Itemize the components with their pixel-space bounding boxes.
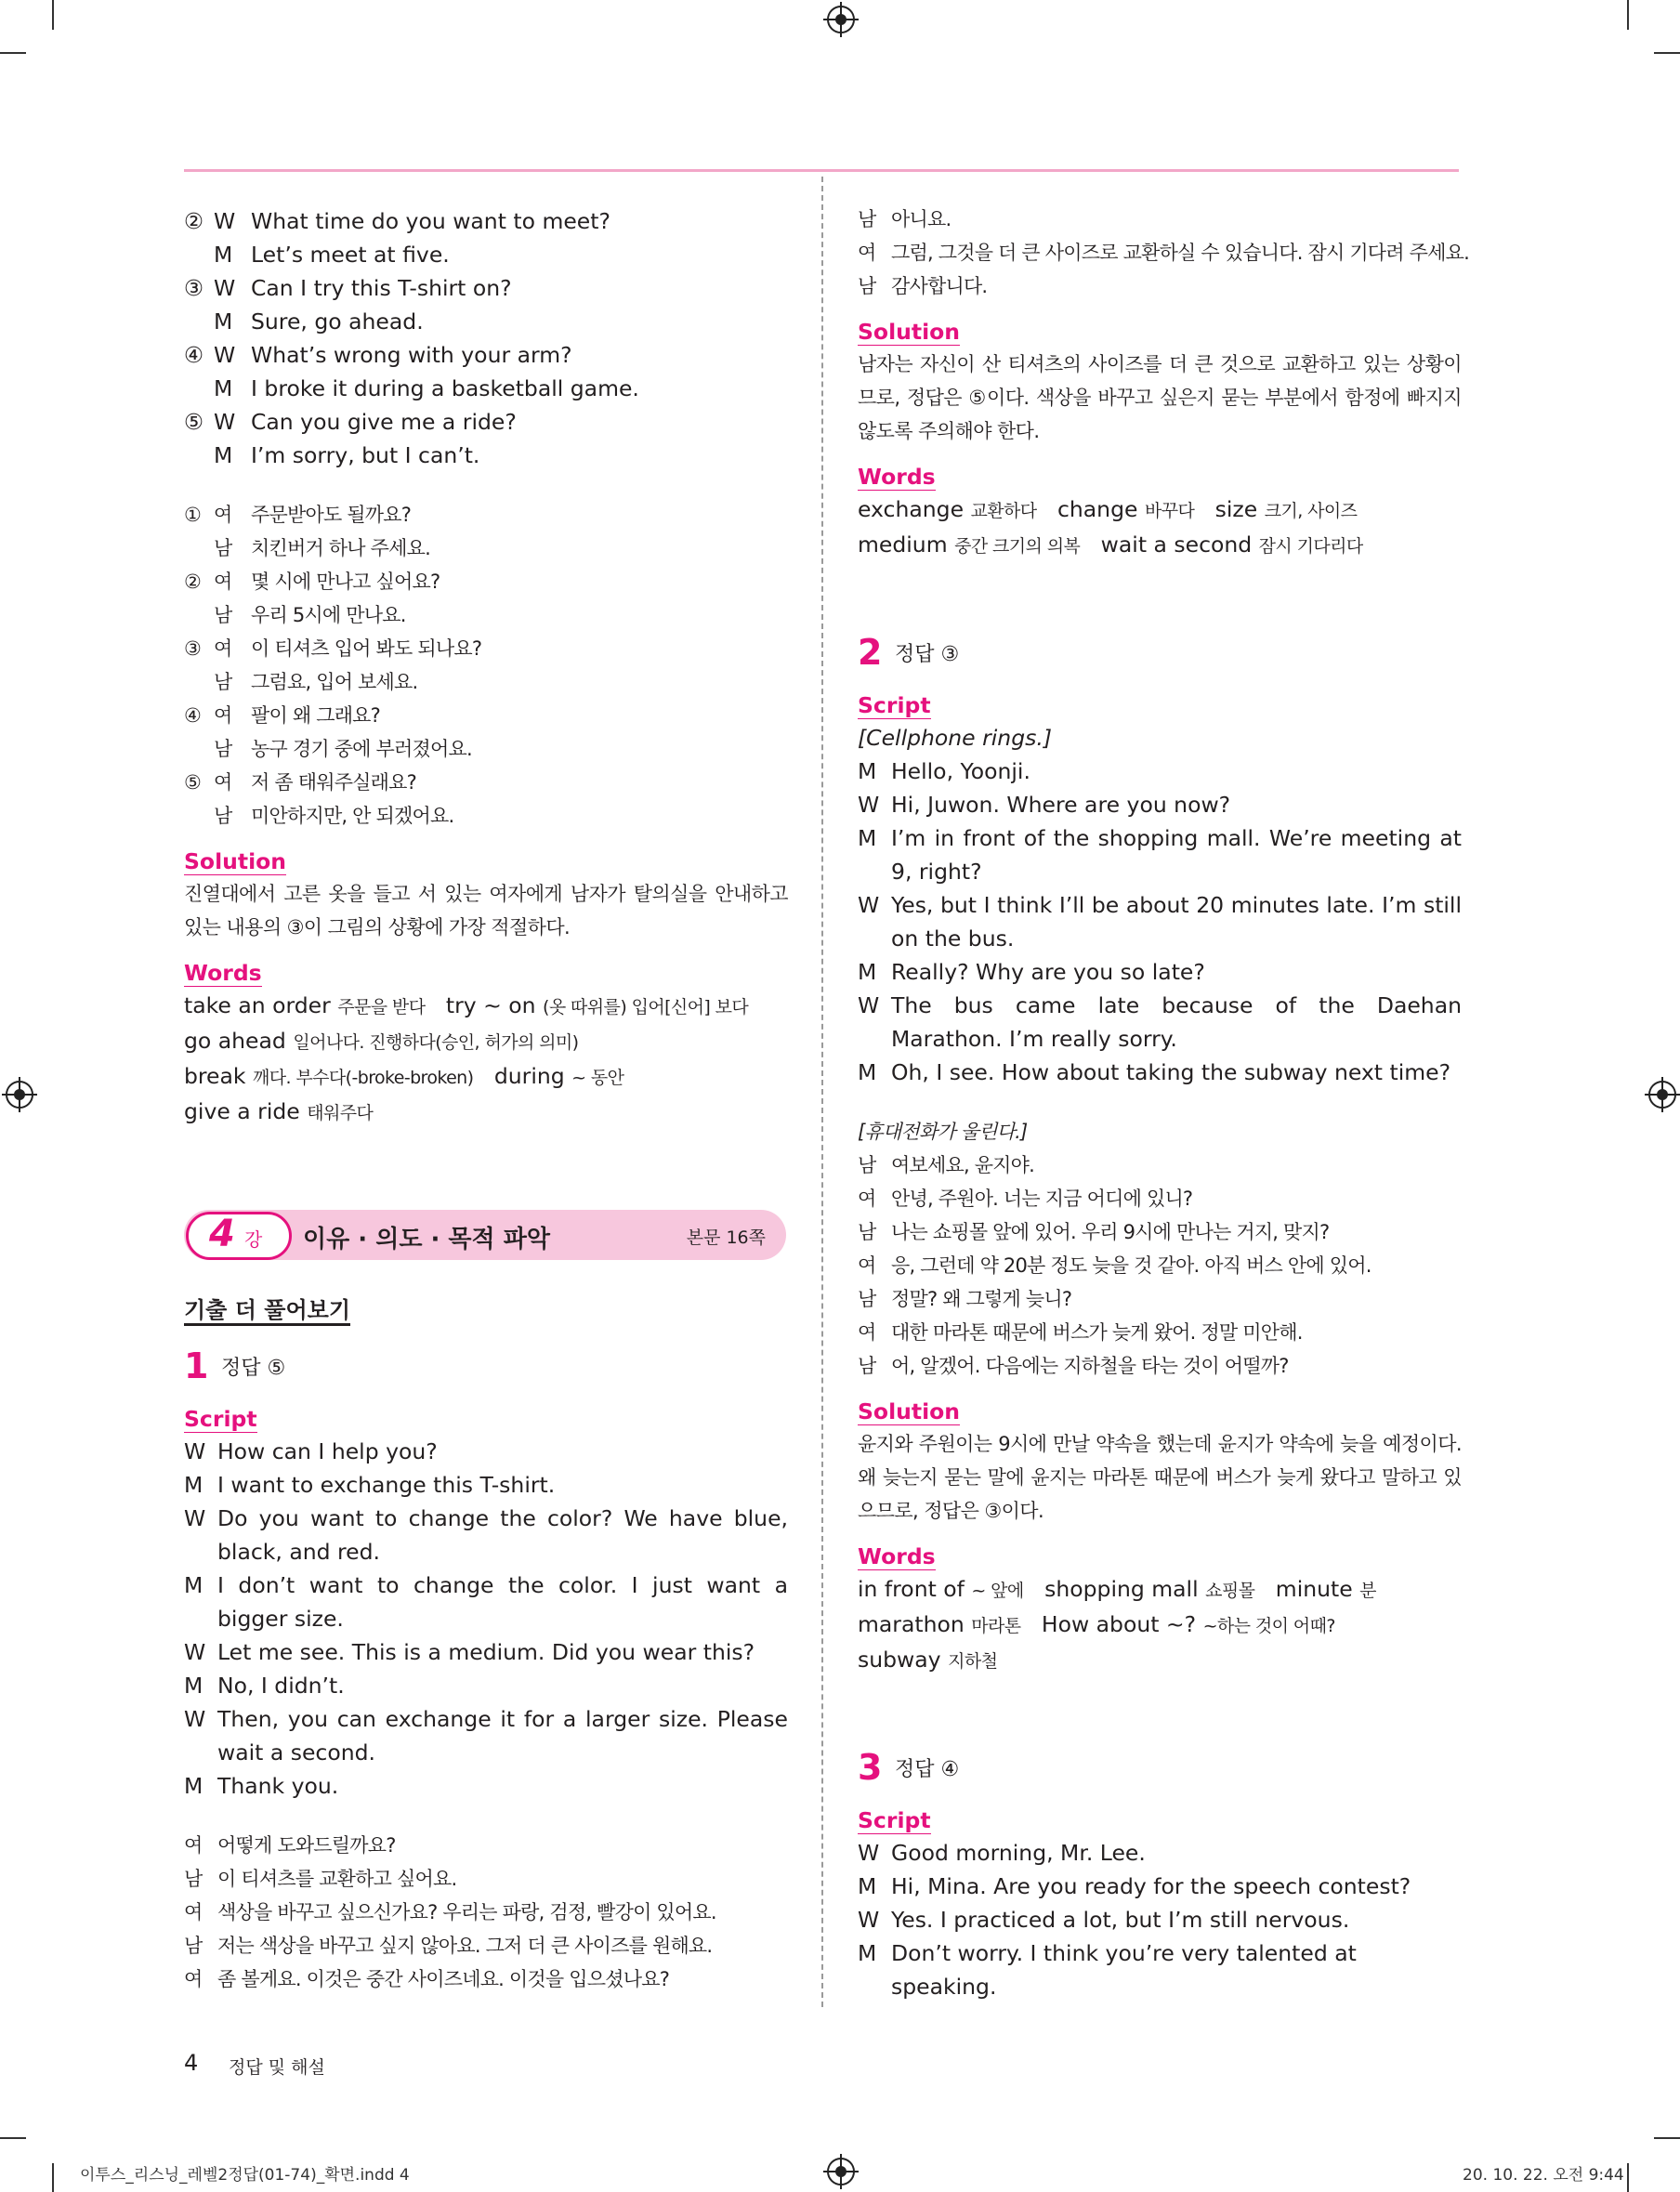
dialogue-line: ③ W Can I try this T-shirt on?: [184, 275, 512, 301]
lesson-banner: [184, 1210, 786, 1260]
answer-header: 3 정답 ④: [858, 1747, 960, 1788]
dialogue-line: 남 농구 경기 중에 부러졌어요.: [214, 738, 472, 760]
script-line: M I want to exchange this T-shirt.: [184, 1472, 556, 1498]
answer-header: 1 정답 ⑤: [184, 1345, 286, 1386]
script-line: M No, I didn’t.: [184, 1673, 345, 1699]
script-line: W The bus came late because of the Daehan Marathon. I’m really sorry.: [858, 992, 1462, 1052]
right-column: [858, 203, 1469, 2003]
words-list: [184, 989, 788, 1130]
translation-line: 여 좀 볼게요. 이것은 중간 사이즈네요. 이것을 입으셨나요?: [184, 1968, 670, 1990]
script-line: M Hello, Yoonji.: [858, 758, 1030, 784]
solution-text: 진열대에서 고른 옷을 들고 서 있는 여자에게 남자가 탈의실을 안내하고 있는 내용의 ③이 그림의 상황에 가장 적절하다.: [184, 883, 788, 938]
dialogue-line: ③ 여 이 티셔츠 입어 봐도 되나요?: [184, 637, 482, 660]
trim-mark: [1627, 0, 1629, 30]
translation-line: 여 응, 그런데 약 20분 정도 늦을 것 같아. 아직 버스 안에 있어.: [858, 1254, 1372, 1277]
translation-line: 여 대한 마라톤 때문에 버스가 늦게 왔어. 정말 미안해.: [858, 1321, 1303, 1344]
dialogue-line: ⑤ W Can you give me a ride?: [184, 409, 517, 435]
script-line: W Yes. I practiced a lot, but I’m still nervous.: [858, 1907, 1350, 1933]
dialogue-line: 남 그럼요, 입어 보세요.: [214, 671, 418, 693]
script-heading: Script: [858, 692, 931, 718]
solution-heading: Solution: [184, 848, 287, 874]
word-row: go ahead 일어나다. 진행하다(승인, 허가의 의미): [184, 1028, 579, 1054]
dialogue-line: M Let’s meet at five.: [214, 242, 450, 268]
left-column: [184, 204, 788, 1130]
script-line: W Let me see. This is a medium. Did you wear this?: [184, 1639, 755, 1665]
dialogue-line: ① 여 주문받아도 될까요?: [184, 504, 412, 526]
translation-line: 남 저는 색상을 바꾸고 싶지 않아요. 그저 더 큰 사이즈를 원해요.: [184, 1935, 713, 1957]
trim-mark: [0, 52, 26, 54]
stage-direction: [Cellphone rings.]: [858, 725, 1052, 751]
translation-line: 남 정말? 왜 그렇게 늦니?: [858, 1288, 1072, 1310]
translation-line: 여 안녕, 주원아. 너는 지금 어디에 있니?: [858, 1188, 1193, 1210]
script-line: M Hi, Mina. Are you ready for the speech contest?: [858, 1873, 1411, 1899]
lesson-badge: 4 강: [186, 1212, 292, 1260]
script-line: M I’m in front of the shopping mall. We’re meeting at 9, right?: [858, 825, 1462, 885]
solution-heading: Solution: [858, 1398, 961, 1424]
trim-mark: [1654, 2137, 1680, 2139]
word-row: medium 중간 크기의 의복 wait a second 잠시 기다리다: [858, 532, 1363, 558]
words-heading: Words: [858, 1543, 936, 1569]
dialogue-line: M I broke it during a basketball game.: [214, 375, 639, 401]
script-line: M Thank you.: [184, 1773, 339, 1799]
translation-list: [858, 203, 1469, 303]
page-number: 4: [184, 2050, 199, 2076]
script-heading: Script: [184, 1406, 257, 1432]
solution-heading: Solution: [858, 319, 961, 345]
dialogue-line: ④ W What’s wrong with your arm?: [184, 342, 572, 368]
top-rule: [184, 169, 1459, 172]
trim-mark: [52, 2163, 54, 2192]
script-line: W Hi, Juwon. Where are you now?: [858, 792, 1231, 818]
translation-line: 남 여보세요, 윤지야.: [858, 1154, 1035, 1176]
translation-line: 남 나는 쇼핑몰 앞에 있어. 우리 9시에 만나는 거지, 맞지?: [858, 1221, 1330, 1243]
slug-timestamp: 20. 10. 22. 오전 9:44: [1463, 2166, 1624, 2185]
word-row: subway 지하철: [858, 1647, 998, 1673]
dialogue-line: ② W What time do you want to meet?: [184, 208, 610, 234]
lesson-page-ref: 본문 16쪽: [686, 1227, 766, 1248]
script-line: W How can I help you?: [184, 1438, 438, 1464]
solution-text: 남자는 자신이 산 티셔츠의 사이즈를 더 큰 것으로 교환하고 있는 상황이므로, 정답은 ⑤이다. 색상을 바꾸고 싶은지 묻는 부분에서 함정에 빠지지 않도록 주의해야 한다.: [858, 353, 1462, 442]
words-heading: Words: [184, 960, 262, 986]
trim-mark: [1627, 2163, 1629, 2192]
translation-list: [858, 1149, 1462, 1383]
trim-mark: [1654, 52, 1680, 54]
script-list: [858, 755, 1462, 1089]
stage-direction-ko: [휴대전화가 울린다.]: [858, 1121, 1028, 1143]
script-line: M I don’t want to change the color. I just want a bigger size.: [184, 1572, 788, 1632]
lesson-title: 이유 · 의도 · 목적 파악: [303, 1226, 550, 1254]
answer-header: 2 정답 ③: [858, 632, 960, 673]
script-heading: Script: [858, 1807, 931, 1833]
dialogue-line: M I’m sorry, but I can’t.: [214, 442, 480, 468]
translation-list: [184, 1829, 788, 1996]
dialogue-line: ② 여 몇 시에 만나고 싶어요?: [184, 571, 440, 593]
trim-mark: [0, 2137, 26, 2139]
registration-mark-icon: [6, 1081, 33, 1109]
section-subhead: 기출 더 풀어보기: [184, 1292, 788, 1329]
script-line: W Then, you can exchange it for a larger size. Please wait a second.: [184, 1706, 788, 1765]
words-heading: Words: [858, 464, 936, 490]
left-column-lower: [184, 1292, 788, 1996]
word-row: marathon 마라톤 How about ~? ~하는 것이 어때?: [858, 1611, 1335, 1637]
translation-line: 남 감사합니다.: [858, 275, 988, 297]
script-list: [184, 1435, 788, 1803]
word-row: exchange 교환하다 change 바꾸다 size 크기, 사이즈: [858, 496, 1358, 522]
dialogue-line: 남 치킨버거 하나 주세요.: [214, 537, 430, 559]
words-list: [858, 1572, 1462, 1678]
footer-section: 정답 및 해설: [229, 2057, 325, 2078]
dialogue-en-list: [184, 204, 788, 472]
solution-text: 윤지와 주원이는 9시에 만날 약속을 했는데 윤지가 약속에 늦을 예정이다. 왜 늦는지 묻는 말에 윤지는 마라톤 때문에 버스가 늦게 왔다고 말하고 있으므로, 정답은 ③이다.: [858, 1433, 1462, 1522]
dialogue-line: ⑤ 여 저 좀 태워주실래요?: [184, 771, 416, 794]
script-line: W Do you want to change the color? We have blue, black, and red.: [184, 1505, 788, 1565]
dialogue-line: 남 미안하지만, 안 되겠어요.: [214, 805, 454, 827]
dialogue-line: 남 우리 5시에 만나요.: [214, 604, 406, 626]
slug-filename: 이투스_리스닝_레벨2정답(01-74)_확면.indd 4: [80, 2166, 410, 2185]
word-row: give a ride 태워주다: [184, 1098, 374, 1124]
trim-mark: [52, 0, 54, 30]
word-row: break 깨다. 부수다(-broke-broken) during ~ 동안: [184, 1063, 624, 1089]
script-line: M Don’t worry. I think you’re very talented at speaking.: [858, 1940, 1357, 2000]
registration-mark-icon: [827, 2158, 855, 2185]
script-list: [858, 1836, 1462, 2003]
translation-line: 여 색상을 바꾸고 싶으신가요? 우리는 파랑, 검정, 빨강이 있어요.: [184, 1901, 716, 1923]
registration-mark-icon: [1648, 1081, 1676, 1109]
translation-line: 남 아니요.: [858, 208, 952, 230]
dialogue-ko-list: [184, 498, 788, 833]
translation-line: 남 어, 알겠어. 다음에는 지하철을 타는 것이 어떨까?: [858, 1355, 1289, 1377]
translation-line: 여 그럼, 그것을 더 큰 사이즈로 교환하실 수 있습니다. 잠시 기다려 주세요.: [858, 242, 1469, 264]
translation-line: 여 어떻게 도와드릴까요?: [184, 1834, 396, 1857]
column-divider: [821, 177, 823, 2007]
translation-line: 남 이 티셔츠를 교환하고 싶어요.: [184, 1868, 457, 1890]
script-line: W Good morning, Mr. Lee.: [858, 1840, 1146, 1866]
word-row: in front of ~ 앞에 shopping mall 쇼핑몰 minute 분: [858, 1576, 1376, 1602]
script-line: W Yes, but I think I’ll be about 20 minutes late. I’m still on the bus.: [858, 892, 1462, 952]
script-line: M Oh, I see. How about taking the subway next time?: [858, 1059, 1451, 1085]
word-row: take an order 주문을 받다 try ~ on (옷 따위를) 입어[신어] 보다: [184, 992, 749, 1018]
script-line: M Really? Why are you so late?: [858, 959, 1205, 985]
registration-mark-icon: [827, 6, 855, 33]
words-list: [858, 492, 1462, 563]
dialogue-line: M Sure, go ahead.: [214, 308, 424, 335]
dialogue-line: ④ 여 팔이 왜 그래요?: [184, 704, 381, 727]
